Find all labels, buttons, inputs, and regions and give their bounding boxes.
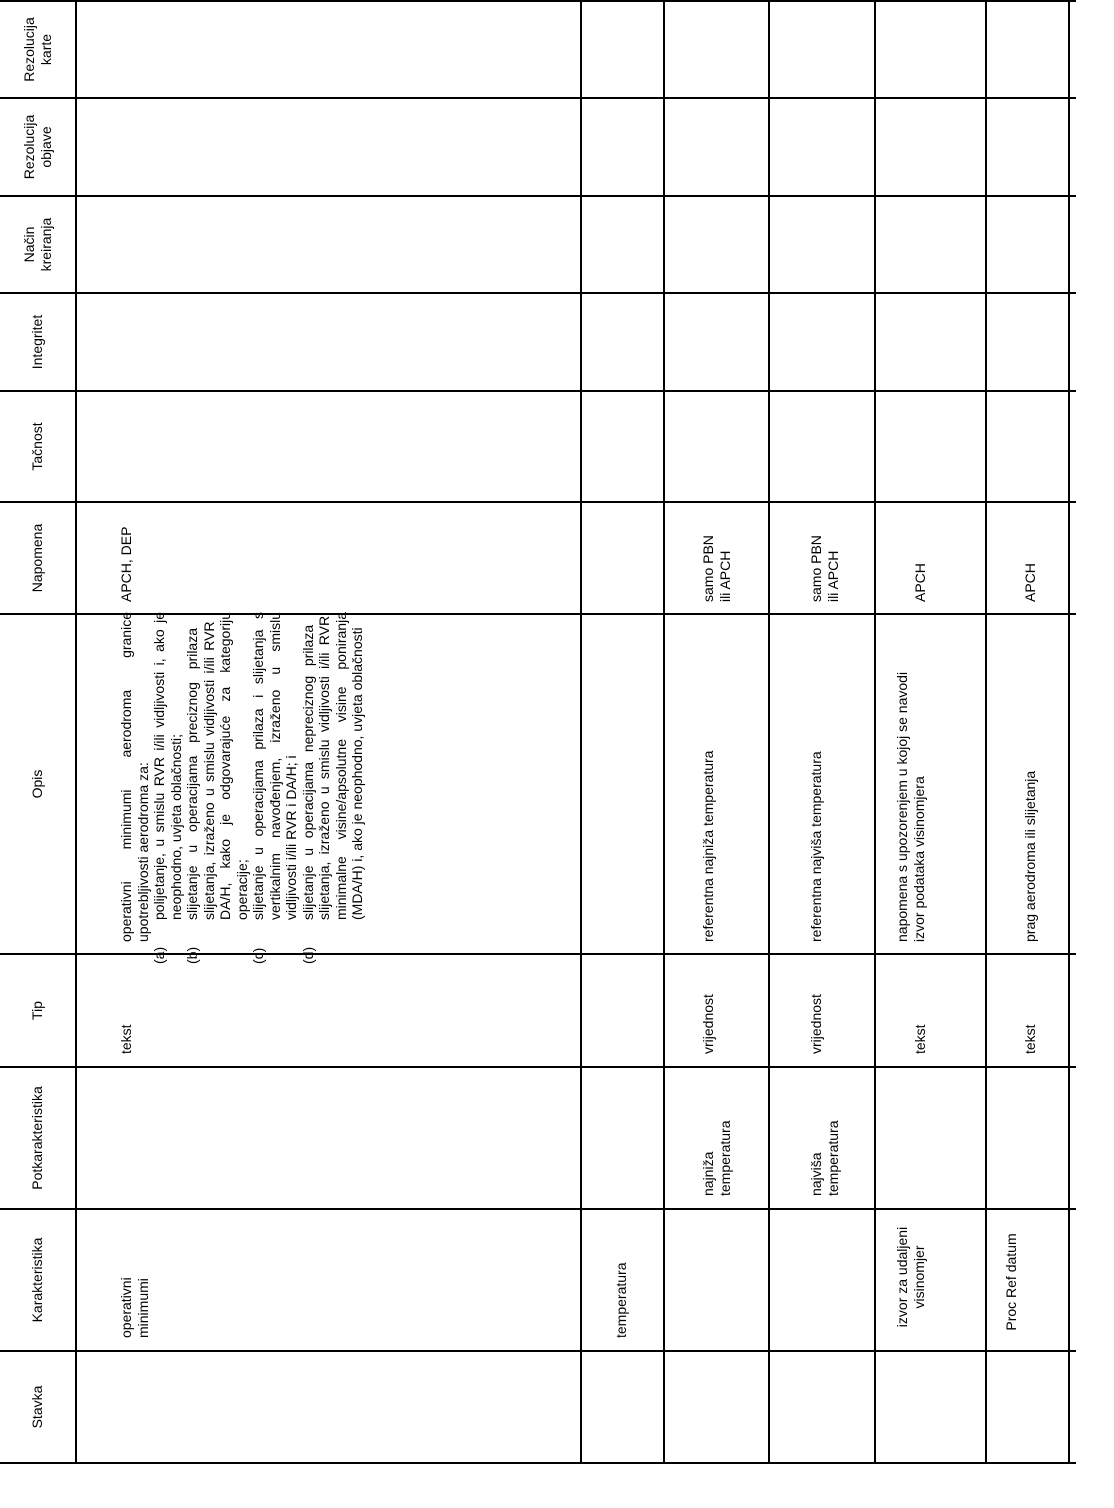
row5-opis: napomena s upozorenjem u kojoj se navodi izvor podataka visinomjera (894, 671, 927, 942)
row4-potkarakteristika: najviša temperatura (808, 1120, 841, 1196)
row5-napomena: APCH (912, 563, 928, 602)
col-border (0, 195, 1076, 197)
header-tip: Tip (29, 1001, 46, 1020)
row6-napomena: APCH (1022, 563, 1038, 602)
row1-tip: tekst (118, 1024, 134, 1054)
col-border (0, 1350, 1076, 1352)
row1-opis-item-b: (b)slijetanje u operacijama preciznog prilaza i slijetanja, izraženo u smislu vidljivosti i/ili RVR i DA/H, kako je odgovarajuće za kategoriju operacije; (184, 612, 250, 964)
row3-potkarakteristika: najniža temperatura (700, 1120, 733, 1196)
header-rezolucija-objave: Rezolucija objave (21, 114, 54, 180)
row5-karakteristika: izvor za udaljeni visinomjer (894, 1226, 927, 1328)
header-napomena: Napomena (29, 523, 46, 593)
row3-opis: referentna najniža temperatura (700, 750, 716, 942)
header-potkarakteristika: Potkarakteristika (29, 1086, 46, 1190)
col-border (0, 1208, 1076, 1210)
row-border (1068, 0, 1070, 1464)
row-border (874, 0, 876, 1464)
col-border (0, 1066, 1076, 1068)
header-opis: Opis (29, 769, 46, 799)
row1-karakteristika: operativni minimumi (118, 1277, 151, 1338)
row1-opis-item-d: (d)slijetanje u operacijama nepreciznog prilaza i slijetanja, izraženo u smislu vidljivosti i/ili RVR, minimalne visine/apsolutne visine poniranja (MDA/H) i, ako je neophodno, uvjeta oblačnosti (299, 612, 365, 964)
row4-tip: vrijednost (808, 994, 824, 1054)
row-border (663, 0, 665, 1464)
col-border (0, 0, 1076, 2)
row5-tip: tekst (912, 1024, 928, 1054)
row-border (985, 0, 987, 1464)
col-border (0, 97, 1076, 99)
row1-opis (118, 612, 366, 964)
col-border (0, 1462, 1076, 1464)
header-stavka: Stavka (29, 1385, 46, 1429)
row1-opis-item-c: (c)slijetanje u operacijama prilaza i slijetanja s vertikalnim navođenjem, izraženo u smislu vidljivosti i/ili RVR i DA/H; i (250, 612, 299, 964)
col-border (0, 390, 1076, 392)
header-karakteristika: Karakteristika (29, 1237, 46, 1323)
row1-opis-item-a: (a)polijetanje, u smislu RVR i/ili vidljivosti i, ako je neophodno, uvjeta oblačnosti; (151, 612, 184, 964)
row-border (580, 0, 582, 1464)
header-integritet: Integritet (29, 314, 46, 370)
header-rezolucija-karte: Rezolucija karte (21, 17, 54, 82)
row1-opis-intro: operativni minimumi aerodroma granice upotrebljivosti aerodroma za: (118, 612, 151, 942)
row1-napomena: APCH, DEP (118, 526, 134, 602)
col-border (0, 292, 1076, 294)
row6-tip: tekst (1022, 1024, 1038, 1054)
row2-karakteristika: temperatura (613, 1262, 629, 1338)
row4-opis: referentna najviša temperatura (808, 751, 824, 942)
row-border (75, 0, 77, 1464)
row6-karakteristika: Proc Ref datum (1003, 1233, 1019, 1331)
row4-napomena: samo PBN ili APCH (808, 535, 841, 602)
header-tacnost: Tačnost (29, 422, 46, 471)
col-border (0, 501, 1076, 503)
row3-tip: vrijednost (700, 994, 716, 1054)
header-nacin-kreiranja: Način kreiranja (21, 217, 54, 272)
row-border (768, 0, 770, 1464)
row6-opis: prag aerodroma ili slijetanja (1022, 770, 1038, 942)
row3-napomena: samo PBN ili APCH (700, 535, 733, 602)
